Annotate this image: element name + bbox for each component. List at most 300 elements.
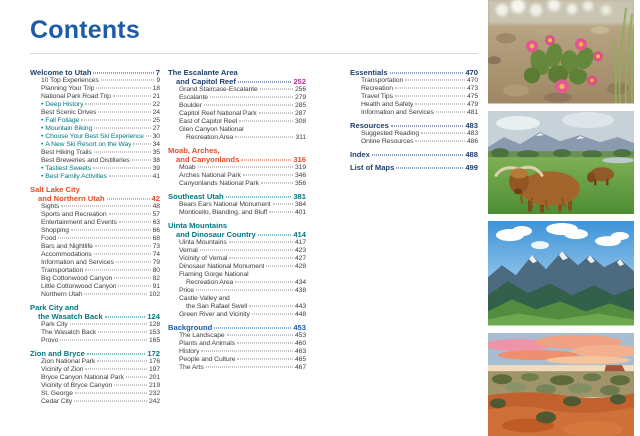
toc-entry [168, 311, 306, 319]
toc-entry-page: 153 [148, 329, 160, 336]
leader-dots [436, 112, 465, 113]
toc-entry-label: Provo [41, 337, 59, 344]
toc-section-title: The Escalante Area [168, 68, 238, 77]
leader-dots [372, 155, 463, 156]
toc-entry-label: Travel Tips [361, 93, 393, 100]
toc-entry-label: The Arts [179, 364, 204, 371]
bullet-icon: • [41, 165, 44, 172]
toc-section-title: Southeast Utah [168, 192, 224, 201]
leader-dots [118, 286, 150, 287]
toc-entry [30, 109, 160, 117]
toc-section [350, 150, 478, 159]
toc-section [350, 68, 478, 117]
toc-section-page: 381 [293, 192, 306, 201]
toc-section-title: Essentials [350, 68, 388, 77]
leader-dots [229, 258, 293, 259]
toc-section-heading [30, 303, 160, 312]
toc-entry-label: Food [41, 235, 57, 242]
toc-section-title: Uinta Mountains [168, 221, 228, 230]
toc-entry-label: Shopping [41, 227, 69, 234]
toc-section [350, 121, 478, 146]
toc-entry-label: Bryce Canyon National Park [41, 374, 124, 381]
toc-entry [30, 374, 160, 382]
toc-section-page: 414 [293, 230, 306, 239]
toc-entry-page: 176 [148, 358, 160, 365]
highland-cattle-art [488, 111, 634, 215]
toc-entry-page: 453 [294, 332, 306, 339]
leader-dots [415, 104, 465, 105]
leader-dots [238, 82, 291, 83]
toc-entry-label: Deep History [45, 101, 84, 108]
toc-section-heading [168, 77, 306, 86]
leader-dots [96, 88, 150, 89]
toc-section-page: 42 [151, 194, 160, 203]
toc-entry-label: People and Culture [179, 356, 236, 363]
toc-entry [30, 149, 160, 157]
toc-entry [168, 118, 306, 126]
toc-entry [168, 126, 306, 134]
toc-section-heading [350, 121, 478, 130]
leader-dots [200, 250, 293, 251]
leader-dots [196, 290, 293, 291]
toc-section-page: 316 [293, 155, 306, 164]
toc-entry-page: 79 [152, 259, 160, 266]
title-divider [30, 53, 478, 54]
toc-entry-label: Plants and Animals [179, 340, 236, 347]
toc-entry-page: 242 [148, 398, 160, 405]
toc-entry-label: Recreation Area [186, 134, 234, 141]
toc-entry-page: 35 [152, 149, 160, 156]
leader-dots [252, 314, 293, 315]
toc-entry-label: Planning Your Trip [41, 85, 95, 92]
toc-entry-label: St. George [41, 390, 73, 397]
toc-entry-page: 285 [294, 102, 306, 109]
photo-highland-cattle [488, 111, 634, 215]
toc-entry [168, 94, 306, 102]
toc-entry-label: Information and Services [361, 109, 434, 116]
toc-entry [30, 173, 160, 181]
toc-entry-page: 463 [294, 348, 306, 355]
toc-entry [30, 93, 160, 101]
toc-entry [30, 235, 160, 243]
toc-entry-label: Little Cottonwood Canyon [41, 283, 117, 290]
leader-dots [109, 214, 151, 215]
photo-desert-sunset [488, 333, 634, 436]
toc-section-title: and Capitol Reef [176, 77, 236, 86]
toc-entry-label: Bars and Nightlife [41, 243, 93, 250]
leader-dots [249, 306, 293, 307]
toc-entry-page: 256 [294, 86, 306, 93]
leader-dots [126, 377, 147, 378]
toc-entry [30, 101, 160, 109]
toc-entry [350, 130, 478, 138]
toc-entry-page: 68 [152, 235, 160, 242]
toc-entry [30, 259, 160, 267]
toc-columns [30, 68, 480, 406]
toc-entry [30, 203, 160, 211]
toc-entry-page: 287 [294, 110, 306, 117]
toc-section-title: Index [350, 150, 370, 159]
leader-dots [105, 317, 146, 318]
toc-entry-page: 128 [148, 321, 160, 328]
toc-section-heading [30, 194, 160, 203]
toc-entry [350, 101, 478, 109]
toc-section-heading [30, 349, 160, 358]
toc-section [168, 146, 306, 188]
toc-entry [168, 209, 306, 217]
toc-entry-label: Moab [179, 164, 196, 171]
toc-entry-label: Entertainment and Events [41, 219, 117, 226]
leader-dots [395, 88, 465, 89]
toc-section-title: and Dinosaur Country [176, 230, 256, 239]
leader-dots [235, 282, 293, 283]
toc-entry-label: Vicinity of Bryce Canyon [41, 382, 113, 389]
toc-entry-label: Arches National Park [179, 172, 241, 179]
toc-entry [30, 321, 160, 329]
toc-entry-page: 356 [294, 180, 306, 187]
leader-dots [98, 332, 147, 333]
toc-entry-label: Mountain Biking [45, 125, 93, 132]
leader-dots [58, 238, 151, 239]
toc-section-title: Background [168, 323, 213, 332]
toc-section [168, 221, 306, 319]
leader-dots [226, 197, 292, 198]
toc-entry-page: 479 [466, 101, 478, 108]
leader-dots [93, 73, 153, 74]
leader-dots [237, 359, 293, 360]
leader-dots [237, 343, 293, 344]
toc-entry [168, 271, 306, 279]
toc-entry-page: 232 [148, 390, 160, 397]
toc-entry-label: Best Scenic Drives [41, 109, 97, 116]
toc-entry [350, 77, 478, 85]
toc-section-page: 124 [147, 312, 160, 321]
toc-entry [30, 211, 160, 219]
toc-entry [168, 110, 306, 118]
toc-entry [30, 141, 160, 149]
leader-dots [258, 235, 292, 236]
toc-entry [30, 329, 160, 337]
toc-entry-page: 465 [294, 356, 306, 363]
toc-entry-page: 25 [152, 117, 160, 124]
toc-column [168, 68, 306, 372]
leader-dots [85, 104, 150, 105]
toc-entry-page: 74 [152, 251, 160, 258]
toc-entry-page: 38 [152, 157, 160, 164]
leader-dots [87, 354, 145, 355]
leader-dots [93, 168, 151, 169]
toc-section-title: Zion and Bryce [30, 349, 85, 358]
leader-dots [273, 204, 293, 205]
toc-entry [30, 77, 160, 85]
toc-entry [168, 279, 306, 287]
toc-entry [30, 243, 160, 251]
toc-entry-page: 9 [156, 77, 160, 84]
toc-entry [168, 201, 306, 209]
toc-entry-label: Dinosaur National Monument [179, 263, 265, 270]
toc-entry-label: Northern Utah [41, 291, 83, 298]
toc-entry-page: 434 [294, 279, 306, 286]
leader-dots [146, 136, 151, 137]
toc-entry-page: 30 [152, 133, 160, 140]
toc-entry-label: Park City [41, 321, 68, 328]
toc-entry-page: 91 [152, 283, 160, 290]
toc-section [30, 349, 160, 406]
leader-dots [60, 340, 147, 341]
toc-section-title: List of Maps [350, 163, 395, 172]
toc-entry-label: Big Cottonwood Canyon [41, 275, 113, 282]
toc-entry-label: Escalante [179, 94, 208, 101]
toc-section [30, 303, 160, 345]
toc-section [168, 68, 306, 142]
toc-entry-label: Suggested Reading [361, 130, 420, 137]
leader-dots [114, 278, 150, 279]
leader-dots [405, 80, 465, 81]
toc-section [168, 323, 306, 372]
leader-dots [85, 369, 146, 370]
leader-dots [214, 328, 291, 329]
leader-dots [107, 199, 150, 200]
leader-dots [114, 385, 147, 386]
toc-entry-label: Transportation [41, 267, 84, 274]
leader-dots [260, 89, 293, 90]
toc-entry-page: 319 [294, 164, 306, 171]
toc-entry-label: The Landscape [179, 332, 225, 339]
toc-entry-page: 279 [294, 94, 306, 101]
toc-section-page: 172 [147, 349, 160, 358]
toc-entry-page: 384 [294, 201, 306, 208]
toc-entry [168, 102, 306, 110]
toc-entry-page: 41 [152, 173, 160, 180]
toc-entry-label: Price [179, 287, 194, 294]
toc-entry [168, 263, 306, 271]
toc-entry-label: Information and Services [41, 259, 114, 266]
toc-entry [30, 85, 160, 93]
mountain-valley-art [488, 221, 634, 326]
leader-dots [119, 222, 151, 223]
leader-dots [97, 361, 147, 362]
toc-entry-label: Fall Foliage [45, 117, 80, 124]
toc-entry [350, 85, 478, 93]
toc-entry-label: Vicinity of Zion [41, 366, 84, 373]
toc-entry-page: 467 [294, 364, 306, 371]
toc-entry [30, 291, 160, 299]
toc-column [30, 68, 160, 406]
toc-entry-label: Cedar City [41, 398, 73, 405]
toc-section-heading [168, 221, 306, 230]
toc-section-page: 453 [293, 323, 306, 332]
toc-entry-label: Boulder [179, 102, 202, 109]
toc-entry-page: 443 [294, 303, 306, 310]
toc-entry-page: 165 [148, 337, 160, 344]
toc-entry-page: 34 [152, 141, 160, 148]
toc-entry [168, 180, 306, 188]
toc-entry [30, 382, 160, 390]
toc-entry-label: Vicinity of Vernal [179, 255, 228, 262]
toc-entry-page: 73 [152, 243, 160, 250]
photo-cactus-blooms [488, 0, 634, 104]
leader-dots [259, 113, 293, 114]
leader-dots [396, 168, 463, 169]
leader-dots [74, 401, 147, 402]
bullet-icon: • [41, 117, 44, 124]
toc-entry-label: Best Breweries and Distilleries [41, 157, 130, 164]
leader-dots [269, 212, 293, 213]
toc-entry-page: 24 [152, 109, 160, 116]
toc-section-title: the Wasatch Back [38, 312, 103, 321]
leader-dots [98, 112, 150, 113]
toc-entry [30, 227, 160, 235]
toc-section-title: Salt Lake City [30, 185, 80, 194]
toc-entry-label: Accommodations [41, 251, 92, 258]
toc-entry-page: 401 [294, 209, 306, 216]
toc-section-heading [350, 68, 478, 77]
toc-entry-label: Sights [41, 203, 60, 210]
toc-entry [30, 267, 160, 275]
toc-entry-page: 475 [466, 93, 478, 100]
toc-entry-label: Tastiest Sweets [45, 165, 92, 172]
toc-entry-page: 48 [152, 203, 160, 210]
leader-dots [101, 80, 155, 81]
toc-entry-label: Bears Ears National Monument [179, 201, 271, 208]
toc-section [30, 185, 160, 299]
toc-section-heading [168, 230, 306, 239]
toc-section-heading [168, 146, 306, 155]
leader-dots [261, 183, 293, 184]
leader-dots [241, 160, 291, 161]
toc-section-title: and Northern Utah [38, 194, 105, 203]
toc-entry-page: 27 [152, 125, 160, 132]
leader-dots [94, 128, 150, 129]
toc-section-title: and Canyonlands [176, 155, 240, 164]
toc-entry-label: Transportation [361, 77, 404, 84]
toc-entry [168, 86, 306, 94]
toc-entry [168, 247, 306, 255]
toc-entry [168, 255, 306, 263]
toc-entry-label: Glen Canyon National [179, 126, 244, 133]
toc-section [350, 163, 478, 172]
toc-entry-label: The Wasatch Back [41, 329, 97, 336]
toc-entry-page: 423 [294, 247, 306, 254]
leader-dots [85, 270, 150, 271]
leader-dots [94, 254, 151, 255]
bullet-icon: • [41, 101, 44, 108]
bullet-icon: • [41, 141, 44, 148]
toc-section-page: 252 [293, 77, 306, 86]
toc-entry-page: 460 [294, 340, 306, 347]
toc-entry-page: 481 [466, 109, 478, 116]
toc-entry-page: 427 [294, 255, 306, 262]
leader-dots [116, 262, 151, 263]
toc-entry-label: Capitol Reef National Park [179, 110, 257, 117]
toc-entry-label: Vernal [179, 247, 198, 254]
toc-entry [168, 287, 306, 295]
leader-dots [235, 137, 293, 138]
toc-entry-label: East of Capitol Reef [179, 118, 238, 125]
toc-entry-page: 22 [152, 101, 160, 108]
toc-column [350, 68, 478, 172]
toc-entry-label: Recreation [361, 85, 393, 92]
toc-section-page: 483 [465, 121, 478, 130]
leader-dots [201, 351, 293, 352]
toc-entry-label: Canyonlands National Park [179, 180, 259, 187]
toc-section [30, 68, 160, 181]
page-title: Contents [30, 16, 140, 44]
toc-entry [30, 219, 160, 227]
toc-entry [168, 239, 306, 247]
toc-section-heading [168, 68, 306, 77]
toc-entry [30, 157, 160, 165]
toc-entry-label: the San Rafael Swell [186, 303, 248, 310]
leader-dots [390, 73, 464, 74]
leader-dots [75, 393, 147, 394]
toc-entry [168, 364, 306, 372]
toc-entry [168, 303, 306, 311]
leader-dots [210, 97, 293, 98]
toc-section-page: 7 [155, 68, 160, 77]
leader-dots [227, 335, 293, 336]
leader-dots [415, 141, 465, 142]
toc-entry [30, 125, 160, 133]
toc-entry-label: 10 Top Experiences [41, 77, 99, 84]
toc-entry-label: Best Family Activities [45, 173, 107, 180]
toc-section-title: Moab, Arches, [168, 146, 220, 155]
toc-section-page: 499 [465, 163, 478, 172]
toc-entry-page: 39 [152, 165, 160, 172]
toc-section-heading [30, 312, 160, 321]
toc-entry [30, 283, 160, 291]
toc-entry-page: 311 [295, 134, 306, 141]
toc-entry [168, 295, 306, 303]
toc-entry [168, 340, 306, 348]
toc-entry [168, 348, 306, 356]
toc-entry-page: 80 [152, 267, 160, 274]
toc-entry-page: 82 [152, 275, 160, 282]
toc-entry-page: 448 [294, 311, 306, 318]
leader-dots [94, 152, 151, 153]
toc-entry [30, 117, 160, 125]
toc-section [168, 192, 306, 217]
toc-entry-page: 470 [466, 77, 478, 84]
toc-entry-label: Castle Valley and [179, 295, 230, 302]
toc-entry-page: 428 [294, 263, 306, 270]
leader-dots [133, 144, 150, 145]
toc-entry [30, 390, 160, 398]
toc-section-heading [350, 150, 478, 159]
toc-entry [30, 366, 160, 374]
toc-entry-page: 219 [148, 382, 160, 389]
toc-entry [168, 356, 306, 364]
leader-dots [239, 121, 293, 122]
leader-dots [243, 175, 293, 176]
leader-dots [391, 126, 463, 127]
toc-entry-label: National Park Road Trip [41, 93, 111, 100]
leader-dots [84, 294, 147, 295]
leader-dots [395, 96, 465, 97]
toc-entry [168, 134, 306, 142]
leader-dots [206, 367, 293, 368]
leader-dots [109, 176, 151, 177]
toc-section-heading [30, 68, 160, 77]
toc-entry-label: Uinta Mountains [179, 239, 227, 246]
toc-entry-label: History [179, 348, 200, 355]
toc-section-page: 488 [465, 150, 478, 159]
toc-entry-page: 438 [294, 287, 306, 294]
toc-entry-label: Sports and Recreation [41, 211, 107, 218]
toc-entry-label: Grand Staircase-Escalante [179, 86, 258, 93]
toc-entry [30, 275, 160, 283]
toc-entry-page: 57 [152, 211, 160, 218]
